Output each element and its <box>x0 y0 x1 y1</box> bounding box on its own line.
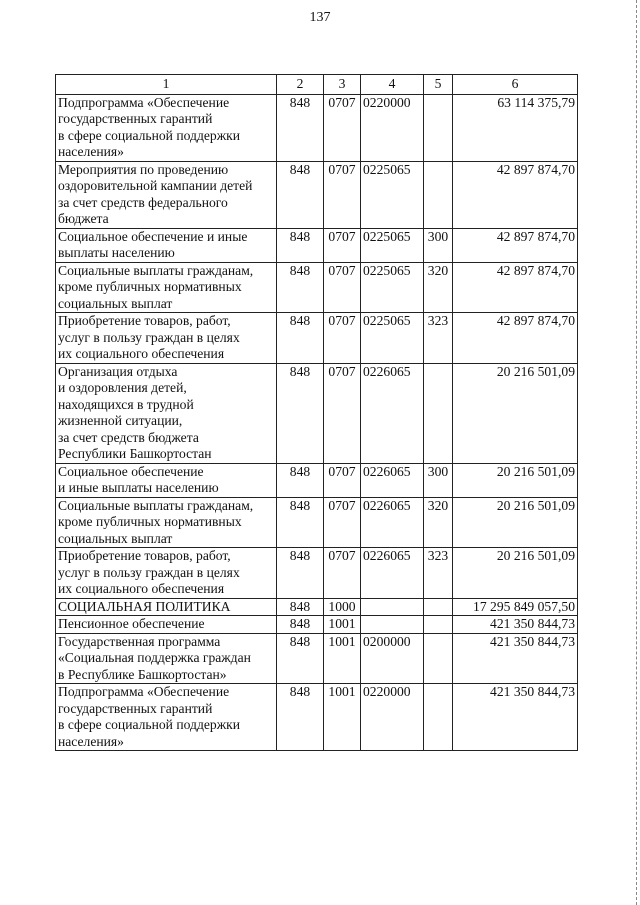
row-expense-type <box>424 633 453 684</box>
row-amount: 421 350 844,73 <box>453 616 578 634</box>
budget-table <box>55 74 578 751</box>
table-row <box>56 616 578 634</box>
table-body <box>56 94 578 751</box>
table-row <box>56 262 578 313</box>
header-col-1: 1 <box>56 75 277 95</box>
row-amount: 20 216 501,09 <box>453 463 578 497</box>
table-row <box>56 161 578 228</box>
table-row <box>56 633 578 684</box>
row-amount: 42 897 874,70 <box>453 161 578 228</box>
row-section-code: 1001 <box>324 633 361 684</box>
row-section-code: 0707 <box>324 313 361 364</box>
table-row <box>56 313 578 364</box>
row-amount: 20 216 501,09 <box>453 497 578 548</box>
row-section-code: 0707 <box>324 262 361 313</box>
row-ministry-code: 848 <box>277 262 324 313</box>
row-name: Социальное обеспечение и иные выплаты населению <box>56 463 277 497</box>
table-row <box>56 548 578 599</box>
row-section-code: 0707 <box>324 94 361 161</box>
row-target-code: 0225065 <box>361 228 424 262</box>
table-row <box>56 497 578 548</box>
row-name: Приобретение товаров, работ, услуг в пользу граждан в целях их социального обеспечения <box>56 548 277 599</box>
header-col-4: 4 <box>361 75 424 95</box>
row-target-code: 0225065 <box>361 262 424 313</box>
row-amount: 42 897 874,70 <box>453 228 578 262</box>
row-amount: 63 114 375,79 <box>453 94 578 161</box>
table-header-row <box>56 75 578 95</box>
row-amount: 421 350 844,73 <box>453 684 578 751</box>
row-expense-type <box>424 363 453 463</box>
row-target-code: 0226065 <box>361 548 424 599</box>
table-row <box>56 684 578 751</box>
row-target-code: 0226065 <box>361 363 424 463</box>
row-section-code: 0707 <box>324 228 361 262</box>
table-row <box>56 463 578 497</box>
row-section-code: 0707 <box>324 161 361 228</box>
row-name: Социальные выплаты гражданам, кроме публичных нормативных социальных выплат <box>56 497 277 548</box>
row-section-code: 0707 <box>324 363 361 463</box>
header-col-2: 2 <box>277 75 324 95</box>
row-amount: 20 216 501,09 <box>453 363 578 463</box>
header-col-6: 6 <box>453 75 578 95</box>
row-ministry-code: 848 <box>277 497 324 548</box>
row-expense-type: 323 <box>424 313 453 364</box>
row-section-code: 1001 <box>324 684 361 751</box>
row-name: Мероприятия по проведению оздоровительной кампании детей за счет средств федерального бюджета <box>56 161 277 228</box>
row-target-code <box>361 616 424 634</box>
row-target-code: 0220000 <box>361 94 424 161</box>
row-amount: 42 897 874,70 <box>453 262 578 313</box>
row-amount: 17 295 849 057,50 <box>453 598 578 616</box>
page-number: 137 <box>309 10 331 25</box>
row-expense-type: 320 <box>424 497 453 548</box>
row-section-code: 0707 <box>324 463 361 497</box>
row-ministry-code: 848 <box>277 94 324 161</box>
row-target-code: 0226065 <box>361 497 424 548</box>
row-name: Социальное обеспечение и иные выплаты населению <box>56 228 277 262</box>
row-ministry-code: 848 <box>277 363 324 463</box>
row-name: Государственная программа «Социальная поддержка граждан в Республике Башкортостан» <box>56 633 277 684</box>
row-target-code: 0220000 <box>361 684 424 751</box>
row-section-code: 0707 <box>324 497 361 548</box>
row-name: Подпрограмма «Обеспечение государственных гарантий в сфере социальной поддержки населения» <box>56 94 277 161</box>
row-name: Подпрограмма «Обеспечение государственных гарантий в сфере социальной поддержки населения» <box>56 684 277 751</box>
row-target-code: 0226065 <box>361 463 424 497</box>
row-expense-type <box>424 161 453 228</box>
table-row <box>56 228 578 262</box>
row-target-code: 0225065 <box>361 313 424 364</box>
row-name: Приобретение товаров, работ, услуг в пользу граждан в целях их социального обеспечения <box>56 313 277 364</box>
page-edge <box>636 0 640 905</box>
row-amount: 42 897 874,70 <box>453 313 578 364</box>
row-name: Пенсионное обеспечение <box>56 616 277 634</box>
row-name: СОЦИАЛЬНАЯ ПОЛИТИКА <box>56 598 277 616</box>
row-ministry-code: 848 <box>277 598 324 616</box>
row-ministry-code: 848 <box>277 161 324 228</box>
row-expense-type <box>424 94 453 161</box>
row-ministry-code: 848 <box>277 548 324 599</box>
row-target-code <box>361 598 424 616</box>
table-row <box>56 598 578 616</box>
row-target-code: 0225065 <box>361 161 424 228</box>
row-expense-type: 323 <box>424 548 453 599</box>
row-ministry-code: 848 <box>277 684 324 751</box>
row-target-code: 0200000 <box>361 633 424 684</box>
row-amount: 421 350 844,73 <box>453 633 578 684</box>
row-expense-type: 300 <box>424 463 453 497</box>
row-expense-type: 300 <box>424 228 453 262</box>
row-expense-type <box>424 616 453 634</box>
row-ministry-code: 848 <box>277 616 324 634</box>
row-section-code: 1000 <box>324 598 361 616</box>
row-ministry-code: 848 <box>277 313 324 364</box>
row-ministry-code: 848 <box>277 633 324 684</box>
row-expense-type <box>424 598 453 616</box>
table-row <box>56 94 578 161</box>
row-expense-type <box>424 684 453 751</box>
row-expense-type: 320 <box>424 262 453 313</box>
row-amount: 20 216 501,09 <box>453 548 578 599</box>
row-ministry-code: 848 <box>277 463 324 497</box>
header-col-5: 5 <box>424 75 453 95</box>
header-col-3: 3 <box>324 75 361 95</box>
row-ministry-code: 848 <box>277 228 324 262</box>
table-row <box>56 363 578 463</box>
row-section-code: 1001 <box>324 616 361 634</box>
row-name: Организация отдыха и оздоровления детей, находящихся в трудной жизненной ситуации, за счет средств бюджета Республики Башкортостан <box>56 363 277 463</box>
row-section-code: 0707 <box>324 548 361 599</box>
row-name: Социальные выплаты гражданам, кроме публичных нормативных социальных выплат <box>56 262 277 313</box>
